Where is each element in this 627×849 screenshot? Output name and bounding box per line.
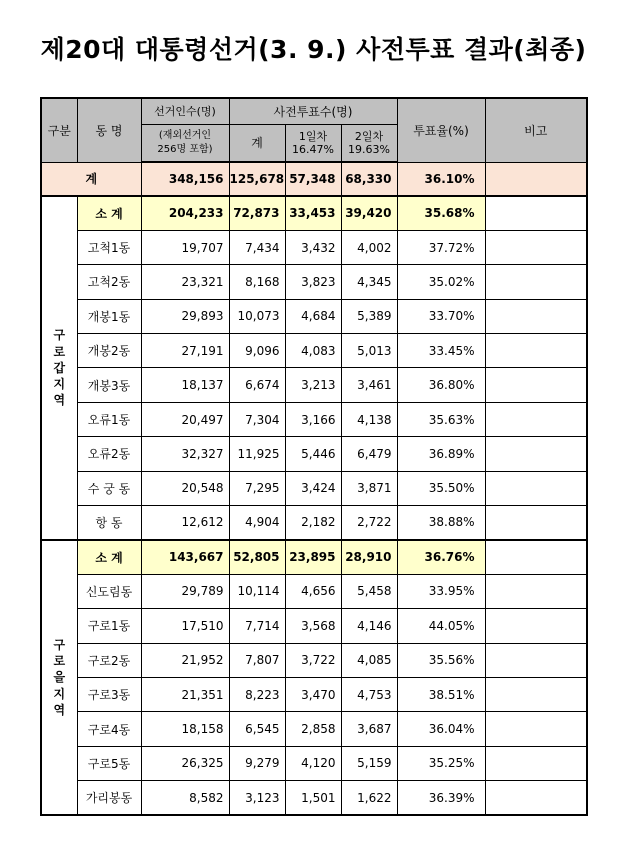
table-row [41,265,587,299]
rate-cell: 36.04% [397,712,485,746]
rate-cell: 35.25% [397,746,485,780]
table-row [41,781,587,815]
note-cell [485,781,587,815]
day2-cell: 4,753 [341,677,397,711]
rate-cell: 35.02% [397,265,485,299]
day2-cell: 3,871 [341,471,397,505]
table-row [41,230,587,264]
region-name-char: 지 [53,377,66,392]
day2-cell: 2,722 [341,506,397,540]
day2-cell: 4,002 [341,230,397,264]
header-early-votes: 사전투표수(명) [229,98,397,124]
rate-cell: 38.88% [397,506,485,540]
day1-cell: 4,083 [285,334,341,368]
dong-name: 신도림동 [77,574,141,608]
header-voters-note [141,124,229,162]
early-total-cell: 10,114 [229,574,285,608]
total-total: 125,678 [229,162,285,196]
early-total-cell: 7,304 [229,402,285,436]
header-day2 [341,124,397,162]
subtotal-note [485,196,587,230]
dong-name: 오류2동 [77,437,141,471]
day2-cell: 5,458 [341,574,397,608]
total-voters: 348,156 [141,162,229,196]
dong-name: 구로1동 [77,609,141,643]
voters-cell: 19,707 [141,230,229,264]
header-voters: 선거인수(명) [141,98,229,124]
day1-cell: 3,722 [285,643,341,677]
note-cell [485,437,587,471]
dong-name: 개봉3동 [77,368,141,402]
note-cell [485,677,587,711]
early-total-cell: 9,279 [229,746,285,780]
header-voters-note-line2: 256명 포함) [157,143,213,155]
note-cell [485,643,587,677]
early-total-cell: 7,714 [229,609,285,643]
dong-name: 구로3동 [77,677,141,711]
region-name-char: 구 [53,638,66,652]
day2-cell: 5,013 [341,334,397,368]
note-cell [485,574,587,608]
day1-cell: 4,656 [285,574,341,608]
subtotal-day1: 23,895 [285,540,341,574]
voters-cell: 21,351 [141,677,229,711]
note-cell [485,402,587,436]
note-cell [485,746,587,780]
note-cell [485,471,587,505]
day1-cell: 3,424 [285,471,341,505]
early-total-cell: 7,807 [229,643,285,677]
day1-cell: 3,568 [285,609,341,643]
header-day1 [285,124,341,162]
voters-cell: 8,582 [141,781,229,815]
total-day1: 57,348 [285,162,341,196]
note-cell [485,609,587,643]
early-total-cell: 6,545 [229,712,285,746]
voters-cell: 12,612 [141,506,229,540]
dong-name: 구로5동 [77,746,141,780]
day1-cell: 4,120 [285,746,341,780]
dong-name: 수 궁 동 [77,471,141,505]
subtotal-row [41,540,587,574]
rate-cell: 38.51% [397,677,485,711]
subtotal-voters: 204,233 [141,196,229,230]
region-name [41,540,77,815]
day1-cell: 3,213 [285,368,341,402]
rate-cell: 36.39% [397,781,485,815]
rate-cell: 35.63% [397,402,485,436]
subtotal-voters: 143,667 [141,540,229,574]
table-row [41,402,587,436]
early-total-cell: 6,674 [229,368,285,402]
day2-cell: 1,622 [341,781,397,815]
day2-cell: 5,159 [341,746,397,780]
voters-cell: 17,510 [141,609,229,643]
region-name [41,196,77,540]
voters-cell: 29,893 [141,299,229,333]
day2-cell: 4,345 [341,265,397,299]
voters-cell: 23,321 [141,265,229,299]
note-cell [485,265,587,299]
region-name-char: 갑 [53,360,66,375]
early-total-cell: 10,073 [229,299,285,333]
subtotal-rate: 35.68% [397,196,485,230]
page-title: 제20대 대통령선거(3. 9.) 사전투표 결과(최종) [40,35,587,64]
table-row [41,609,587,643]
total-label: 계 [41,162,141,196]
rate-cell: 37.72% [397,230,485,264]
voters-cell: 18,137 [141,368,229,402]
voters-cell: 27,191 [141,334,229,368]
table-row [41,574,587,608]
voters-cell: 20,548 [141,471,229,505]
subtotal-label: 소 계 [77,196,141,230]
day2-cell: 3,687 [341,712,397,746]
early-total-cell: 9,096 [229,334,285,368]
early-total-cell: 7,295 [229,471,285,505]
day1-cell: 2,182 [285,506,341,540]
table-row [41,368,587,402]
day2-cell: 5,389 [341,299,397,333]
note-cell [485,506,587,540]
day1-cell: 3,166 [285,402,341,436]
voters-cell: 18,158 [141,712,229,746]
day1-cell: 2,858 [285,712,341,746]
header-dong: 동 명 [77,98,141,162]
dong-name: 고척1동 [77,230,141,264]
voters-cell: 20,497 [141,402,229,436]
header-rate: 투표율(%) [397,98,485,162]
subtotal-day2: 39,420 [341,196,397,230]
dong-name: 고척2동 [77,265,141,299]
dong-name: 가리봉동 [77,781,141,815]
day2-cell: 4,085 [341,643,397,677]
early-total-cell: 8,168 [229,265,285,299]
voters-cell: 21,952 [141,643,229,677]
day2-cell: 6,479 [341,437,397,471]
dong-name: 항 동 [77,506,141,540]
note-cell [485,299,587,333]
dong-name: 오류1동 [77,402,141,436]
table-row [41,437,587,471]
dong-name: 구로2동 [77,643,141,677]
subtotal-rate: 36.76% [397,540,485,574]
dong-name: 개봉2동 [77,334,141,368]
header-day2-rate: 19.63% [348,142,390,156]
header-note: 비고 [485,98,587,162]
dong-name: 개봉1동 [77,299,141,333]
table-row [41,506,587,540]
voters-cell: 29,789 [141,574,229,608]
results-table [40,97,588,816]
region-name-char: 을 [53,670,66,685]
rate-cell: 36.80% [397,368,485,402]
table-row [41,643,587,677]
subtotal-day1: 33,453 [285,196,341,230]
day1-cell: 3,470 [285,677,341,711]
subtotal-row [41,196,587,230]
subtotal-day2: 28,910 [341,540,397,574]
note-cell [485,712,587,746]
note-cell [485,368,587,402]
rate-cell: 33.45% [397,334,485,368]
early-total-cell: 7,434 [229,230,285,264]
day1-cell: 3,432 [285,230,341,264]
total-day2: 68,330 [341,162,397,196]
dong-name: 구로4동 [77,712,141,746]
day1-cell: 3,823 [285,265,341,299]
total-rate: 36.10% [397,162,485,196]
table-row [41,746,587,780]
region-name-char: 로 [53,654,66,669]
total-row [41,162,587,196]
region-name-char: 로 [53,344,66,359]
table-row [41,334,587,368]
day2-cell: 3,461 [341,368,397,402]
day1-cell: 1,501 [285,781,341,815]
subtotal-total: 52,805 [229,540,285,574]
early-total-cell: 8,223 [229,677,285,711]
early-total-cell: 4,904 [229,506,285,540]
early-total-cell: 3,123 [229,781,285,815]
rate-cell: 44.05% [397,609,485,643]
header-voters-note-line1: (재외선거인 [158,130,212,142]
table-row [41,712,587,746]
day2-cell: 4,146 [341,609,397,643]
rate-cell: 35.50% [397,471,485,505]
rate-cell: 35.56% [397,643,485,677]
region-name-char: 구 [53,328,66,343]
header-day1-label: 1일차 [298,129,328,143]
region-name-char: 역 [53,702,66,717]
table-row [41,677,587,711]
subtotal-total: 72,873 [229,196,285,230]
voters-cell: 32,327 [141,437,229,471]
header-day2-label: 2일차 [354,129,384,143]
note-cell [485,230,587,264]
total-note [485,162,587,196]
rate-cell: 33.70% [397,299,485,333]
subtotal-note [485,540,587,574]
day1-cell: 4,684 [285,299,341,333]
region-name-char: 역 [53,393,66,408]
voters-cell: 26,325 [141,746,229,780]
day1-cell: 5,446 [285,437,341,471]
header-day1-rate: 16.47% [292,142,334,156]
subtotal-label: 소 계 [77,540,141,574]
note-cell [485,334,587,368]
header-total: 계 [229,124,285,162]
region-name-char: 지 [53,686,66,701]
day2-cell: 4,138 [341,402,397,436]
header-group: 구분 [41,98,77,162]
rate-cell: 36.89% [397,437,485,471]
rate-cell: 33.95% [397,574,485,608]
table-row [41,299,587,333]
early-total-cell: 11,925 [229,437,285,471]
table-row [41,471,587,505]
